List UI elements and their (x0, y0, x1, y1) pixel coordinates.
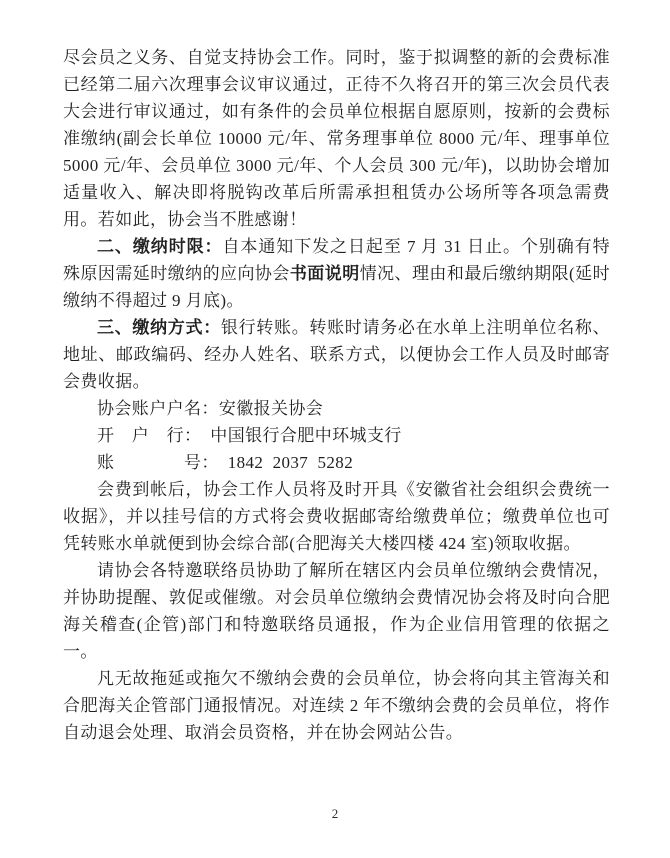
document-body (63, 44, 610, 746)
emphasis-written-explanation: 书面说明 (289, 264, 360, 283)
page-number: 2 (331, 806, 339, 821)
paragraph-text: 尽会员之义务、自觉支持协会工作。同时，鉴于拟调整的新的会费标准已经第二届六次理事会议审议通过，正待不久将召开的第三次会员代表大会进行审议通过，如有条件的会员单位根据自愿原则，按新的会费标准缴纳(副会长单位 10000 元/年、常务理事单位 8000 元/年、理事单位 5000 元/年、会员单位 3000 元/年、个人会员 300 元/年)，以助协会增加适量收入、解决即将脱钩改革后所需承担租赁办公场所等各项急需费用。若如此，协会当不胜感谢！ (63, 48, 610, 229)
section-heading-payment-deadline: 二、缴纳时限： (97, 237, 223, 256)
paragraph-text: 会费到帐后，协会工作人员将及时开具《安徽省社会组织会费统一收据》，并以挂号信的方式将会费收据邮寄给缴费单位；缴费单位也可凭转账水单就便到协会综合部(合肥海关大楼四楼 424 室)领取收据。 (63, 480, 610, 553)
paragraph-text: 请协会各特邀联络员协助了解所在辖区内会员单位缴纳会费情况，并协助提醒、敦促或催缴。对会员单位缴纳会费情况协会将及时向合肥海关稽查(企管)部门和特邀联络员通报，作为企业信用管理的依据之一。 (63, 561, 610, 661)
account-holder-line (63, 395, 610, 422)
paragraph-text: 银行转账。转账时请务必在水单上注明单位名称、地址、邮政编码、经办人姓名、联系方式，以便协会工作人员及时邮寄会费收据。 (63, 318, 610, 391)
account-holder-text: 协会账户户名：安徽报关协会 (97, 399, 324, 418)
bank-branch-text: 开 户 行： 中国银行合肥中环城支行 (97, 426, 402, 445)
account-number-text: 账 号： 1842 2037 5282 (97, 453, 354, 472)
paragraph-liaison-assistance (63, 557, 610, 665)
paragraph-receipt-issuance (63, 476, 610, 557)
bank-branch-line (63, 422, 610, 449)
paragraph-text: 自本通知下发之日起至 7 月 31 日止。个别确有特殊原因需延时缴纳的应向协会 (63, 237, 610, 283)
account-number-line (63, 449, 610, 476)
paragraph-text: 情况、理由和最后缴纳期限(延时缴纳不得超过 9 月底)。 (63, 264, 610, 310)
paragraph-payment-deadline (63, 233, 610, 314)
paragraph-payment-method (63, 314, 610, 395)
paragraph-nonpayment-consequences (63, 665, 610, 746)
section-heading-payment-method: 三、缴纳方式： (97, 318, 221, 337)
paragraph-fees-intro (63, 44, 610, 233)
paragraph-text: 凡无故拖延或拖欠不缴纳会费的会员单位，协会将向其主管海关和合肥海关企管部门通报情况。对连续 2 年不缴纳会费的会员单位，将作自动退会处理、取消会员资格，并在协会网站公告。 (63, 669, 610, 742)
